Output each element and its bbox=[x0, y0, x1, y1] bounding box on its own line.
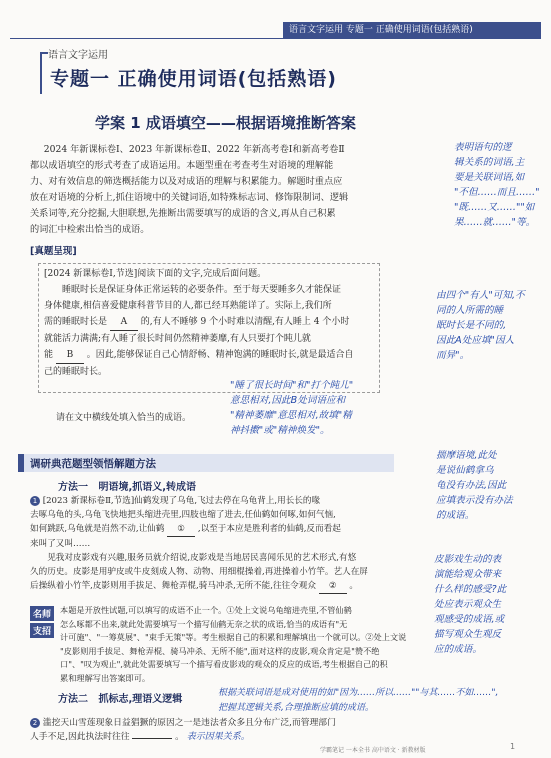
tip-line: 累和理解写出答案即可。 bbox=[60, 672, 151, 683]
example2 bbox=[30, 716, 450, 745]
example2-line bbox=[30, 730, 450, 745]
example1-text: ,以至于本应是胜利者的仙鹤,反而看起 bbox=[197, 524, 341, 534]
example1-line: 见我对皮影戏有兴趣,服务员就介绍说,皮影戏是当地居民喜闻乐见的艺术形式,有悠 bbox=[47, 553, 357, 563]
method2-title: 抓标志,理语义逻辑 bbox=[98, 694, 183, 705]
example2-end: 。 bbox=[175, 732, 184, 742]
example2-text: 滥挖天山雪莲现象日益猖獗的原因之一是违法者众多且分布广泛,而管理部门 bbox=[42, 718, 336, 728]
question-line: 身体健康,相信喜爱健康科普节目的人,都已经耳熟能详了。实际上,我们所 bbox=[44, 301, 332, 311]
note-line: 果……就……"等。 bbox=[454, 217, 536, 228]
header-bar: 语言文字运用 专题一 正确使用词语(包括熟语) bbox=[283, 22, 541, 38]
tip-line: "皮影则用手拔足、舞枪弄棍、骑马冲杀、无所不能",面对这样的皮影,观众肯定是"赞不绝 bbox=[60, 645, 380, 656]
footer-text: 学霸笔记 一本全书 高中语文 · 新教材版 bbox=[320, 747, 426, 754]
note-example1-a bbox=[436, 448, 548, 523]
tip-line: 口"、"叹为观止",就此处需要填写一个描写看皮影戏的观众的反应的成语,考生根据自己的积 bbox=[60, 659, 388, 669]
real-question-label: [真题呈现] bbox=[30, 246, 77, 257]
note-line: 而异"。 bbox=[436, 350, 470, 361]
tip-line: 计可施"、"一筹莫展"、"束手无策"等。考生根据自己的积累和理解填出一个就可以。②处上文说 bbox=[60, 632, 407, 642]
example1-text: 后操纵着小竹竿,皮影则用手拔足、舞枪弄棍,骑马冲杀,无所不能,往往令观众 bbox=[30, 581, 316, 591]
question-line-start: 能 bbox=[44, 350, 54, 360]
note-logic-words bbox=[454, 140, 549, 230]
example1-text: 如何跳跃,乌龟就是岿然不动,让仙鹤 bbox=[30, 524, 165, 534]
note-method2-c: 表示因果关系。 bbox=[186, 732, 250, 742]
note-line: 是说仙鹤拿乌 bbox=[436, 465, 494, 476]
method1-label: 方法一 bbox=[58, 482, 88, 493]
tip-line: 怎么啄都不出来,就此处需要填写一个描写仙鹤无奈之状的成语,恰当的成语有"无 bbox=[60, 618, 348, 629]
note-line: 观感受的成语,或 bbox=[434, 614, 505, 625]
tip-line: 本题是开放性试题,可以填写的成语不止一个。①处上文说乌龟缩进壳里,不管仙鹤 bbox=[60, 605, 352, 615]
question-line bbox=[44, 347, 374, 364]
note-line: 辑关系的词语,主 bbox=[454, 157, 525, 168]
note-line: 意思相对,因此B处词语应和 bbox=[230, 395, 346, 406]
note-line: "不但……而且……" bbox=[454, 187, 540, 198]
intro-paragraph bbox=[30, 142, 450, 238]
note-example1-b bbox=[434, 552, 546, 657]
topic-title: 专题一 正确使用词语(包括熟语) bbox=[50, 68, 337, 90]
example1-tag: 1 bbox=[30, 496, 40, 506]
intro-line: 都以成语填空的形式考查了成语运用。本题型重在考查考生对语境的理解能 bbox=[30, 160, 334, 171]
method1-title: 明语境,抓语义,转成语 bbox=[98, 482, 197, 493]
note-line: 同的人所需的睡 bbox=[436, 305, 504, 316]
question-text bbox=[44, 266, 374, 380]
question-line-rest: 的,有人不睡够 9 个小时难以清醒,有人睡上 4 个小时 bbox=[140, 317, 350, 327]
note-line: 龟没有办法,因此 bbox=[436, 480, 507, 491]
note-method2-b: 把握其逻辑关系,合理推断应填的成语。 bbox=[218, 703, 374, 713]
teacher-tip-tag bbox=[30, 606, 54, 638]
blank-example2[interactable] bbox=[132, 738, 172, 739]
note-line: 应填表示没有办法 bbox=[436, 495, 513, 506]
note-line: 揣摩语境,此处 bbox=[436, 450, 497, 461]
note-line: 应的成语。 bbox=[434, 644, 482, 655]
blank-b[interactable]: B bbox=[56, 347, 84, 364]
example2-tag: 2 bbox=[30, 718, 40, 728]
note-line: 什么样的感受?此 bbox=[434, 584, 507, 595]
note-method2-a: 根据关联词语是成对使用的如"因为……所以……""与其……不如……", bbox=[218, 688, 499, 698]
note-line: 表明语句的逻 bbox=[454, 142, 512, 153]
note-line: 演能给观众带来 bbox=[434, 569, 502, 580]
method2-heading bbox=[58, 690, 182, 705]
blank-1[interactable]: ① bbox=[167, 522, 195, 537]
note-line: 的成语。 bbox=[436, 510, 475, 521]
example2-text: 人手不足,因此执法时往往 bbox=[30, 732, 130, 742]
topic-bracket bbox=[40, 52, 48, 94]
teacher-tag-2: 支招 bbox=[30, 623, 54, 638]
note-line: 眠时长是不同的, bbox=[436, 320, 507, 331]
question-line-rest: 。因此,能够保证自己心情舒畅、精神饱满的睡眠时长,就是最适合自 bbox=[86, 350, 354, 360]
blank-a[interactable]: A bbox=[110, 314, 138, 331]
question-line: 就能活力满满;有人睡了很长时间仍然精神萎靡,有人只要打个盹儿就 bbox=[44, 334, 311, 344]
teacher-tag-1: 名师 bbox=[30, 606, 54, 621]
question-ask: 请在文中横线处填入恰当的成语。 bbox=[56, 413, 192, 423]
note-line: 因此A处应填"因人 bbox=[436, 335, 515, 346]
note-line: 神抖擞"或"精神焕发"。 bbox=[230, 425, 330, 436]
intro-line: 放在对语境的分析上,抓住语境中的关键词语,如特殊标志词、修饰限制词、逻辑 bbox=[30, 192, 349, 203]
question-line-start: 需的睡眠时长是 bbox=[44, 317, 108, 327]
intro-line: 的词汇中检索出恰当的成语。 bbox=[30, 224, 150, 235]
example1-line bbox=[30, 522, 420, 537]
kicker-label: 语言文字运用 bbox=[48, 50, 108, 61]
example1-text: 。 bbox=[349, 581, 359, 591]
case-title: 学案 1 成语填空——根据语境推断答案 bbox=[95, 114, 356, 132]
note-line: 描写观众生观反 bbox=[434, 629, 502, 640]
method2-label: 方法二 bbox=[58, 694, 88, 705]
example1 bbox=[30, 494, 420, 594]
example1-line bbox=[30, 494, 420, 508]
note-line: 由四个"有人"可知,不 bbox=[436, 290, 525, 301]
example1-line: 久的历史。皮影是用驴皮或牛皮刻成人物、动物、用细棍操着,再进操着小竹竿。艺人在屏 bbox=[30, 567, 368, 577]
blank-2[interactable]: ② bbox=[319, 579, 347, 594]
question-line bbox=[44, 314, 374, 331]
example1-line: 来叫了又叫…… bbox=[30, 539, 91, 549]
intro-line: 力、对有效信息的筛选概括能力以及对成语的理解与积累能力。解题时重点应 bbox=[30, 176, 343, 187]
example1-line: 去啄乌龟的头,乌龟飞快地把头缩进壳里,四肢也缩了进去,任仙鹤如何啄,如何气恼, bbox=[30, 510, 336, 520]
intro-line: 2024 年新课标卷Ⅰ、2023 年新课标卷Ⅱ、2022 年新高考卷Ⅰ和新高考卷Ⅱ bbox=[43, 144, 345, 155]
example1-text: [2023 新课标卷Ⅱ,节选]仙鹤发现了乌龟,飞过去停在乌龟背上,用长长的喙 bbox=[42, 496, 321, 506]
intro-line: 关系词等,充分挖掘,大胆联想,先推断出需要填写的成语的含义,再从自己积累 bbox=[30, 208, 336, 219]
question-line: 睡眠时长是保证身体正常运转的必要条件。至于每天要睡多久才能保证 bbox=[62, 285, 342, 295]
question-line: 己的睡眠时长。 bbox=[44, 367, 108, 377]
page-number: 1 bbox=[510, 742, 516, 751]
method1-heading bbox=[58, 478, 196, 493]
note-line: 要是关联词语,如 bbox=[454, 172, 525, 183]
note-line: 皮影戏生动的表 bbox=[434, 554, 502, 565]
section-title: 调研典范题型领悟解题方法 bbox=[30, 458, 156, 470]
example2-line bbox=[30, 716, 450, 730]
teacher-tips bbox=[60, 604, 420, 685]
note-blank-a bbox=[436, 288, 548, 363]
note-line: "睡了很长时间"和"打个盹儿" bbox=[230, 380, 354, 391]
example1-line bbox=[30, 579, 420, 594]
note-line: 处应表示观众生 bbox=[434, 599, 502, 610]
header-rule bbox=[10, 38, 541, 39]
note-line: "精神萎靡"意思相对,故填"精 bbox=[230, 410, 352, 421]
note-blank-b bbox=[230, 378, 410, 438]
note-line: "既……又……""如 bbox=[454, 202, 535, 213]
question-source: [2024 新课标卷Ⅰ,节选]阅读下面的文字,完成后面问题。 bbox=[44, 269, 267, 279]
